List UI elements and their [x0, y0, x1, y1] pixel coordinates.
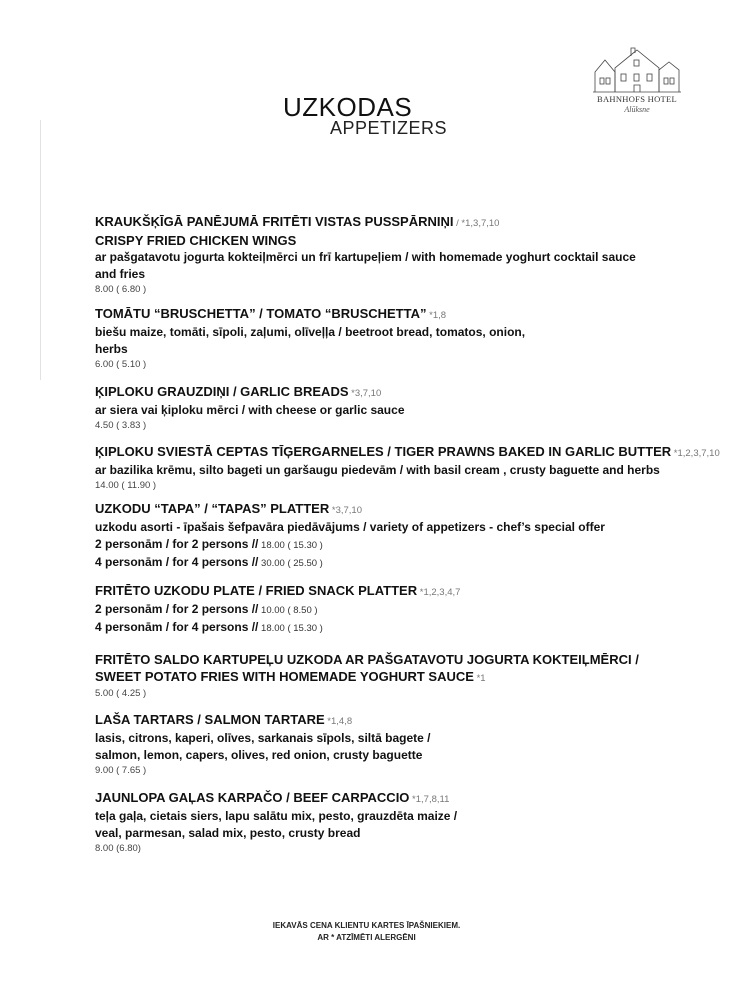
- menu-item: [95, 582, 715, 637]
- option-label: 4 personām / for 4 persons //: [95, 620, 259, 634]
- menu-item: [95, 213, 715, 296]
- item-price: 8.00 ( 6.80 ): [95, 284, 147, 295]
- item-price: 14.00 ( 11.90 ): [95, 480, 157, 491]
- footer-note: [0, 920, 733, 944]
- item-allergens: *3,7,10: [348, 388, 382, 399]
- item-allergens: *1: [473, 673, 486, 684]
- item-option: [95, 601, 715, 619]
- item-price: 9.00 ( 7.65 ): [95, 765, 147, 776]
- page-subtitle: APPETIZERS: [330, 118, 448, 138]
- item-description: veal, parmesan, salad mix, pesto, crusty bread: [95, 826, 361, 840]
- item-price: 6.00 ( 5.10 ): [95, 359, 147, 370]
- item-description: lasis, citrons, kaperi, olīves, sarkanais sīpols, siltā bagete /: [95, 731, 431, 745]
- item-description: salmon, lemon, capers, olives, red onion, crusty baguette: [95, 748, 423, 762]
- logo-text: BAHNHOFS HOTEL: [597, 94, 677, 104]
- option-label: 4 personām / for 4 persons //: [95, 555, 259, 569]
- item-allergens: *3,7,10: [329, 505, 362, 516]
- item-description: teļa gaļa, cietais siers, lapu salātu mix, pesto, grauzdēta maize /: [95, 809, 458, 823]
- item-name: UZKODU “TAPA” / “TAPAS” PLATTER: [95, 501, 330, 516]
- item-name: FRITĒTO UZKODU PLATE / FRIED SNACK PLATTER: [95, 583, 418, 598]
- menu-item: [95, 789, 715, 855]
- item-description: ar bazilika krēmu, silto bageti un garšaugu piedevām / with basil cream , crusty baguette and herbs: [95, 463, 660, 477]
- item-name: ĶIPLOKU SVIESTĀ CEPTAS TĪĢERGARNELES / TIGER PRAWNS BAKED IN GARLIC BUTTER: [95, 444, 672, 459]
- item-description: biešu maize, tomāti, sīpoli, zaļumi, olīveļļa / beetroot bread, tomatos, onion,: [95, 325, 526, 339]
- item-description: herbs: [95, 342, 128, 356]
- item-name: CRISPY FRIED CHICKEN WINGS: [95, 233, 297, 248]
- item-option: [95, 536, 715, 554]
- item-allergens: *1,2,3,7,10: [671, 448, 720, 459]
- menu-item: [95, 305, 715, 371]
- page-title: UZKODAS: [283, 92, 413, 122]
- menu-item: [95, 443, 720, 492]
- item-name: SWEET POTATO FRIES WITH HOMEMADE YOGHURT SAUCE: [95, 669, 474, 684]
- footer-line: AR * ATZĪMĒTI ALERGĒNI: [317, 933, 416, 942]
- item-allergens: *1,8: [426, 310, 447, 321]
- item-allergens: *1,7,8,11: [409, 794, 450, 805]
- menu-item: [95, 651, 715, 700]
- item-allergens: / *1,3,7,10: [453, 218, 500, 229]
- menu-item: [95, 500, 715, 572]
- item-name: LAŠA TARTARS / SALMON TARTARE: [95, 712, 325, 727]
- item-option: [95, 619, 715, 637]
- hotel-logo: [585, 46, 695, 130]
- item-name: FRITĒTO SALDO KARTUPEĻU UZKODA AR PAŠGATAVOTU JOGURTA KOKTEIĻMĒRCI /: [95, 652, 639, 667]
- item-option: [95, 554, 715, 572]
- option-label: 2 personām / for 2 persons //: [95, 602, 259, 616]
- footer-line: IEKAVĀS CENA KLIENTU KARTES ĪPAŠNIEKIEM.: [272, 921, 461, 930]
- left-margin-rule: [40, 120, 41, 380]
- option-price: 30.00 ( 25.50 ): [258, 558, 323, 569]
- option-price: 10.00 ( 8.50 ): [258, 605, 318, 616]
- item-description: ar pašgatavotu jogurta kokteiļmērci un frī kartupeļiem / with homemade yoghurt cocktail sauce: [95, 250, 636, 264]
- menu-item: [95, 383, 715, 432]
- item-price: 8.00 (6.80): [95, 843, 141, 854]
- item-allergens: *1,2,3,4,7: [417, 587, 461, 598]
- option-price: 18.00 ( 15.30 ): [258, 540, 323, 551]
- item-name: JAUNLOPA GAĻAS KARPAČO / BEEF CARPACCIO: [95, 790, 410, 805]
- option-price: 18.00 ( 15.30 ): [258, 623, 323, 634]
- hotel-building-icon: [591, 46, 683, 94]
- item-name: TOMĀTU “BRUSCHETTA” / TOMATO “BRUSCHETTA”: [95, 306, 427, 321]
- item-description: uzkodu asorti - īpašais šefpavāra piedāvājums / variety of appetizers - chef’s special offer: [95, 520, 605, 534]
- item-name: KRAUKŠĶĪGĀ PANĒJUMĀ FRITĒTI VISTAS PUSSPĀRNIŅI: [95, 214, 454, 229]
- item-price: 5.00 ( 4.25 ): [95, 688, 147, 699]
- item-description: and fries: [95, 267, 146, 281]
- item-allergens: *1,4,8: [324, 716, 353, 727]
- item-price: 4.50 ( 3.83 ): [95, 420, 147, 431]
- item-description: ar siera vai ķiploku mērci / with cheese or garlic sauce: [95, 403, 405, 417]
- menu-item: [95, 711, 715, 777]
- item-name: ĶIPLOKU GRAUZDIŅI / GARLIC BREADS: [95, 384, 349, 399]
- logo-script: Alūksne: [624, 105, 650, 114]
- option-label: 2 personām / for 2 persons //: [95, 537, 259, 551]
